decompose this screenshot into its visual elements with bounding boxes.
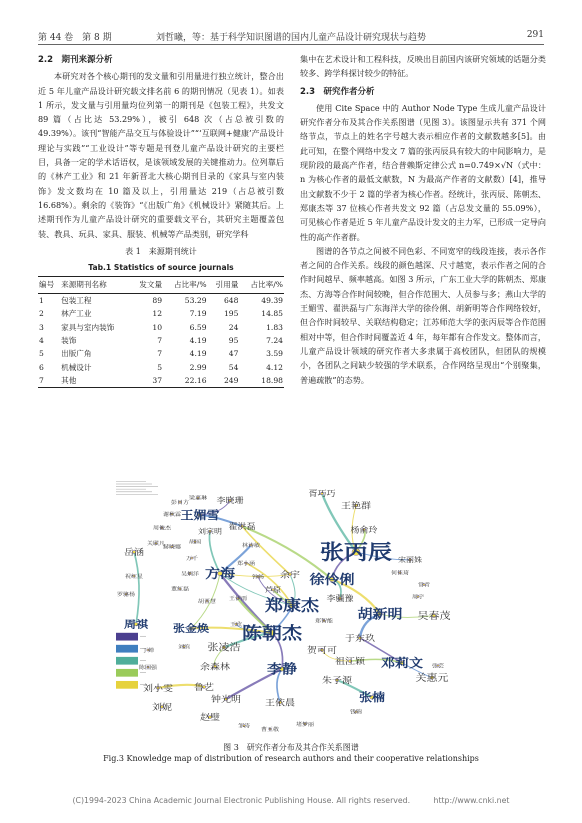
table-cell: 3 (39, 322, 44, 332)
time-legend (116, 633, 146, 689)
table-cell: 12 (152, 309, 163, 319)
author-label: 王艳群 (341, 501, 371, 512)
author-label: 吴春茂 (417, 610, 451, 622)
author-label: 郑小涵 (237, 561, 255, 567)
author-label: 周俊杰 (153, 525, 171, 532)
table-cell: 22.16 (163, 374, 208, 388)
table-cell: 家具与室内装饰 (61, 322, 115, 332)
legend-swatch (116, 633, 138, 641)
table-cell: 1 (39, 296, 44, 306)
author-label: 钟光明 (211, 694, 241, 705)
left-column (38, 52, 284, 388)
author-label: 李晓珊 (216, 495, 244, 505)
table-cell: 出版广角 (61, 349, 92, 359)
author-label: 徐伶俐 (309, 572, 355, 588)
table-caption-zh: 表 1 来源期刊统计 (125, 246, 197, 256)
author-network-graph (112, 478, 474, 736)
author-label: 彭日方 (171, 500, 189, 506)
author-label: 朱子源 (322, 675, 352, 686)
table-cell: 249 (208, 374, 240, 388)
coauthor-link (242, 526, 290, 574)
table-cell: 5 (39, 349, 44, 359)
author-label: 杨俞玲 (350, 524, 378, 535)
figure-caption-zh: 图 3 研究作者分布及其合作关系图谱 (223, 743, 359, 752)
table-cell: 24 (228, 322, 239, 332)
table-cell: 1.83 (266, 322, 283, 332)
author-label: 李静 (267, 662, 297, 678)
table-row (38, 321, 284, 334)
author-label: 张凌浩 (207, 642, 241, 654)
author-label: 邓莉文 (381, 656, 423, 671)
table-cell: 95 (228, 336, 239, 346)
author-label: 祝红星 (125, 574, 143, 580)
table-row (38, 334, 284, 347)
table-cell: 37 (131, 374, 163, 388)
author-label: 董红磊 (171, 587, 189, 593)
table-caption-en: Tab.1 Statistics of source journals (88, 262, 234, 272)
author-label: 曹玉敬 (261, 727, 279, 733)
table-row (38, 307, 284, 320)
table-row (38, 374, 284, 388)
author-label: 罗骆杨 (117, 592, 135, 598)
author-analysis-paragraph-2: 图谱的各节点之间被不同色彩、不同宽窄的线段连接，表示各作者之间的合作关系。线段的颜色越深、尺寸越宽，表示作者之间的合作时间越早、频率越高。如图 3 所示，广东工业大学的陈朝杰、郑康杰、方海等合作时间较晚，但合作范围大、人员参与多；燕山大学的王媚雪、翟洪磊与广东海洋大学的徐伶俐、胡新明等合作网络较好，但合作时间较早、关联结构稳定；江苏师范大学的张丙辰等合作范围相对中等，但合作时间覆盖近 4 年，每年都有合作发文。整体而言，儿童产品设计领域的研究作者大多隶属于高校团队，但团队的规模小，各团队之间缺少较强的学术联系，合作网络呈现出“个别聚集，普遍疏散”的态势。 (300, 245, 546, 385)
legend-swatch (116, 645, 138, 653)
author-label: 陈朝杰 (242, 624, 302, 644)
author-label: 祖江颖 (335, 656, 365, 667)
author-label: 陈国强 (139, 665, 157, 671)
table-cell: 10 (152, 322, 163, 332)
table-cell: 54 (228, 362, 239, 372)
author-label: 胡晋慧 (198, 599, 216, 605)
col-header-paper-ratio: 占比率/% (163, 276, 208, 293)
author-label: 刘宗明 (198, 527, 222, 536)
table-cell: 装饰 (61, 336, 77, 346)
author-label: 胥巧巧 (308, 488, 336, 499)
source-journals-table (38, 276, 284, 388)
author-label: 郑智能 (315, 618, 333, 625)
page-number: 291 (526, 30, 544, 40)
author-label: 贺可可 (307, 645, 337, 656)
table-cell: 7.19 (189, 309, 207, 319)
table-cell: 包装工程 (61, 296, 92, 306)
running-header (38, 24, 544, 42)
author-label: 李疆豫 (326, 593, 354, 603)
table-cell: 53.29 (184, 296, 207, 306)
author-label: 关联凡 (147, 541, 165, 548)
continuation-paragraph: 集中在艺术设计和工程科技，反映出目前国内该研究领域的话题分类较多、跨学科探讨较少的特征。 (300, 54, 546, 79)
author-label: 张金焕 (172, 622, 210, 635)
table-cell: 6.59 (189, 322, 207, 332)
table-cell: 机械设计 (61, 362, 92, 372)
col-header-journal: 来源期刊名称 (60, 276, 131, 293)
table-cell: 7 (157, 349, 163, 359)
author-label: 刘妮 (152, 702, 172, 713)
legend-swatch (116, 681, 138, 689)
author-label: 岳涵 (124, 547, 144, 558)
table-row (38, 294, 284, 308)
author-label: 梁嘉琳 (189, 495, 207, 502)
author-label: 王欣 (230, 622, 242, 628)
author-label: 胡新明 (357, 607, 403, 623)
author-label: 余宇 (280, 569, 300, 581)
author-label: 张芸 (432, 663, 444, 670)
author-label: 胡国 (189, 539, 201, 546)
author-label: 王伊雨 (229, 596, 247, 603)
copyright-footer: (C)1994-2023 China Academic Journal Electronic Publishing House. All rights reserved. http://www.cnki.net (72, 796, 510, 805)
table-cell: 14.85 (261, 309, 283, 319)
author-label: 关惠元 (415, 672, 449, 684)
table-row (38, 347, 284, 360)
header-rule (38, 44, 544, 45)
right-column (300, 52, 546, 387)
table-cell: 648 (223, 296, 239, 306)
author-network-figure (112, 478, 474, 736)
author-label: 王媚雪 (180, 508, 220, 522)
table-cell: 2.99 (189, 362, 207, 372)
author-label: 余森林 (200, 661, 230, 673)
col-header-id: 编号 (38, 276, 60, 293)
author-label: 常青 (418, 582, 430, 589)
coauthor-link (134, 552, 139, 624)
table-cell: 林产工业 (61, 309, 92, 319)
table-cell: 7 (157, 336, 163, 346)
legend-swatch (116, 657, 138, 665)
author-label: 丁婵 (142, 648, 154, 654)
author-label: 钱锦 (350, 710, 362, 716)
table-cell: 18.98 (239, 374, 284, 388)
author-label: 张丙辰 (320, 540, 392, 565)
table-cell: 4.12 (266, 362, 283, 372)
section-title-2-3: 2.3 研究作者分析 (300, 86, 375, 97)
author-label: 林诗敏 (242, 543, 260, 549)
author-label: 王依晨 (265, 698, 295, 709)
issue-label: 第 44 卷 第 8 期 (38, 33, 112, 43)
table-header-row (38, 276, 284, 293)
section-title-2-2: 2.2 期刊来源分析 (38, 55, 113, 65)
table-cell: 其他 (60, 374, 131, 388)
author-label: 谢秋霖 (163, 512, 181, 518)
table-cell: 89 (152, 296, 163, 306)
author-label: 刘滨 (178, 644, 190, 651)
author-label: 宋丽姝 (398, 555, 422, 564)
author-label: 周祺 (123, 618, 149, 631)
author-label: 堵梦丽 (296, 722, 314, 728)
author-label: 赵璧 (200, 712, 220, 723)
table-cell: 195 (223, 309, 239, 319)
table-cell: 4.19 (189, 349, 207, 359)
table-cell: 5 (157, 362, 163, 372)
table-cell: 7.24 (266, 336, 283, 346)
legend-swatch (116, 669, 138, 677)
col-header-citation-ratio: 占比率/% (239, 276, 284, 293)
author-label: 邹涛 (238, 723, 250, 730)
table-row (38, 361, 284, 374)
author-analysis-paragraph-1: 使用 Cite Space 中的 Author Node Type 生成儿童产品设计研究作者分布及其合作关系图谱（见图 3）。该图显示共有 371 个网络节点，节点上的姓名字号越大表示相应作者的文献数越多[5]。由此可知，在整个网络中发文 7 篇的张丙辰具有较大的中间影响力，是现阶段的最高产作者，结合普赖斯定律公式 n=0.749×√N（式中：n 为核心作者的最低文献数，N 为最高产作者的文献数）[4]，推导出文献数不少于 2 篇的学者为核心作者。经统计，张丙辰、陈朝杰、郑康杰等 37 位核心作者共发文 92 篇（占总发文量的 55.09%），可见核心作者是近 5 年儿童产品设计发文的主力军，已形成一定导向性的高产作者群。 (300, 102, 546, 242)
author-label: 万千 (186, 556, 198, 562)
table-cell: 2 (39, 309, 44, 319)
col-header-citations: 引用量 (208, 276, 240, 293)
author-label: 吴炳洋 (181, 571, 199, 578)
table-cell: 4.19 (189, 336, 207, 346)
author-label: 鲁艺 (194, 682, 214, 693)
figure-caption-en: Fig.3 Knowledge map of distribution of research authors and their cooperative relationships (103, 754, 479, 763)
author-label: 周宇 (412, 594, 424, 601)
table-cell: 47 (228, 349, 239, 359)
journal-analysis-paragraph: 本研究对各个核心期刊的发文量和引用量进行独立统计，整合出近 5 年儿童产品设计研究载文排名前 6 的期刊情况（见表 1）。如表 1 所示，发文量与引用量均位列第一的期刊是《包装工程》，共发文 89 篇（占比达 53.29%），被引 648 次（占总被引数的 49.39%）。该刊“智能产品交互与体验设计”“‘互联网+健康’产品设计理论与实践”“工业设计”等专题是刊登儿童产品设计研究的主要栏目，具备一定的学术话语权，是该领域发展的关键推动力。位列靠后的《林产工业》和 21 年新晋北大核心期刊目录的《家具与室内装饰》发文数均在 10 篇及以上，引用量达 219（占总被引数 16.68%）。剩余的《装饰》“《出版广角》《机械设计》紧随其后。上述期刊作为儿童产品设计研究的重要载文平台，其研究主题覆盖包装、教具、玩具、家具、服装、机械等产品类别，研究学科 (38, 71, 284, 239)
table-cell: 3.59 (266, 349, 283, 359)
author-label: 赫晓娜 (163, 544, 181, 551)
table-cell: 4 (39, 336, 44, 346)
col-header-papers: 发文量 (131, 276, 163, 293)
author-label: 钟畅 (252, 575, 264, 581)
author-label: 芦原 (265, 585, 281, 595)
running-title: 刘哲曦，等：基于科学知识图谱的国内儿童产品设计研究现状与趋势 (155, 33, 426, 43)
table-cell: 7 (38, 374, 60, 388)
author-label: 何佳琦 (391, 570, 409, 577)
author-label: 方海 (205, 566, 235, 582)
table-cell: 6 (39, 362, 44, 372)
author-label: 于东玖 (345, 633, 375, 644)
author-label: 郑康杰 (265, 595, 319, 615)
author-label: 张楠 (359, 691, 385, 704)
author-label: 翟洪磊 (228, 521, 256, 531)
table-cell: 49.39 (261, 296, 283, 306)
author-label: 刘小雯 (143, 683, 173, 694)
